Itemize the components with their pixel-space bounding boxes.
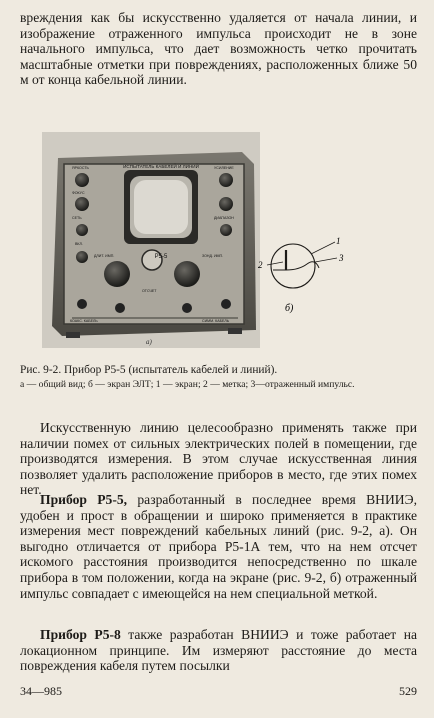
panel-label-reading: ОТСЧЕТ [142,289,157,293]
paragraph-p5-8 [20,627,417,674]
callout-1: 1 [336,236,341,246]
panel-label-range: ДИАПАЗОН [214,216,234,220]
figure-label-b: б) [285,303,294,314]
crt-screen-circle [271,244,315,288]
device-photo [42,132,260,348]
device-illustration [42,132,260,348]
device-model-label: Р5-5 [154,254,168,260]
paragraph-p5-5 [20,492,417,601]
figure-caption: Рис. 9-2. Прибор Р5-5 (испытатель кабелей и линий). [20,364,278,376]
panel-label-on: ВКЛ. [75,242,83,246]
crt-screen-diagram [255,218,355,328]
panel-label-coax: КОАКС. КАБЕЛЬ [70,319,98,323]
device-nameplate: ИСПЫТАТЕЛЬ КАБЕЛЕЙ И ЛИНИЙ [123,164,199,169]
panel-label-pulse-length: ДЛИТ. ИМП. [94,254,115,258]
panel-label-brightness: ЯРКОСТЬ [72,166,89,170]
panel-label-symm: СИММ. КАБЕЛЬ [202,319,230,323]
paragraph-p5-5-text: разработанный в последнее время ВНИИЭ, удобен и прост в обращении и широко применяется в практике измерения мест повреждений кабельных линий (рис. 9-2, а). Он выгодно отличается от прибора Р5-1А тем, что на нем отсчет искомого расстояния производится непосредственно по шкале прибора в том положении, когда на экране (рис. 9-2, б) отраженный импульс совпадает с имеющейся на нем специальной меткой. [20,492,417,601]
page-number: 529 [399,684,417,698]
panel-label-gain: УСИЛЕНИЕ [214,166,234,170]
device-heading-p5-5: Прибор Р5-5, [40,492,128,507]
printer-signature: 34—985 [20,684,62,698]
paragraph-p5-8-text: также разработан ВНИИЭ и тоже работает на локационном принципе. Им измеряют расстояние до места повреждения кабеля путем посылки [20,627,418,674]
callout-2: 2 [258,260,263,270]
figure-legend: а — общий вид; б — экран ЭЛТ; 1 — экран; 2 — метка; 3—отраженный импульс. [20,379,355,390]
crt-screen-sketch [255,218,355,328]
paragraph-artificial-line: Искусственную линию целесообразно применять также при наличии помех от сильных электрических полей в помещении, где производятся измерения. В этом случае искусственная линия позволяет удалить расположение приборов в место, где этих помех нет. [20,420,417,498]
panel-label-focus: ФОКУС [72,191,85,195]
device-heading-p5-8: Прибор Р5-8 [40,627,121,642]
intro-paragraph: вреждения как бы искусственно удаляется от начала линии, и изображение отраженного импульса происходит не в зоне начального импульса, что дает возможность четко прочитать масштабные отметки при повреждениях, расположенных ближе 50 м от конца кабельной линии. [20,10,417,88]
panel-label-probe-pulse: ЗОНД. ИМП. [202,254,224,258]
figure-label-a: а) [146,338,152,346]
callout-3: 3 [339,253,344,263]
panel-label-network: СЕТЬ [72,216,82,220]
